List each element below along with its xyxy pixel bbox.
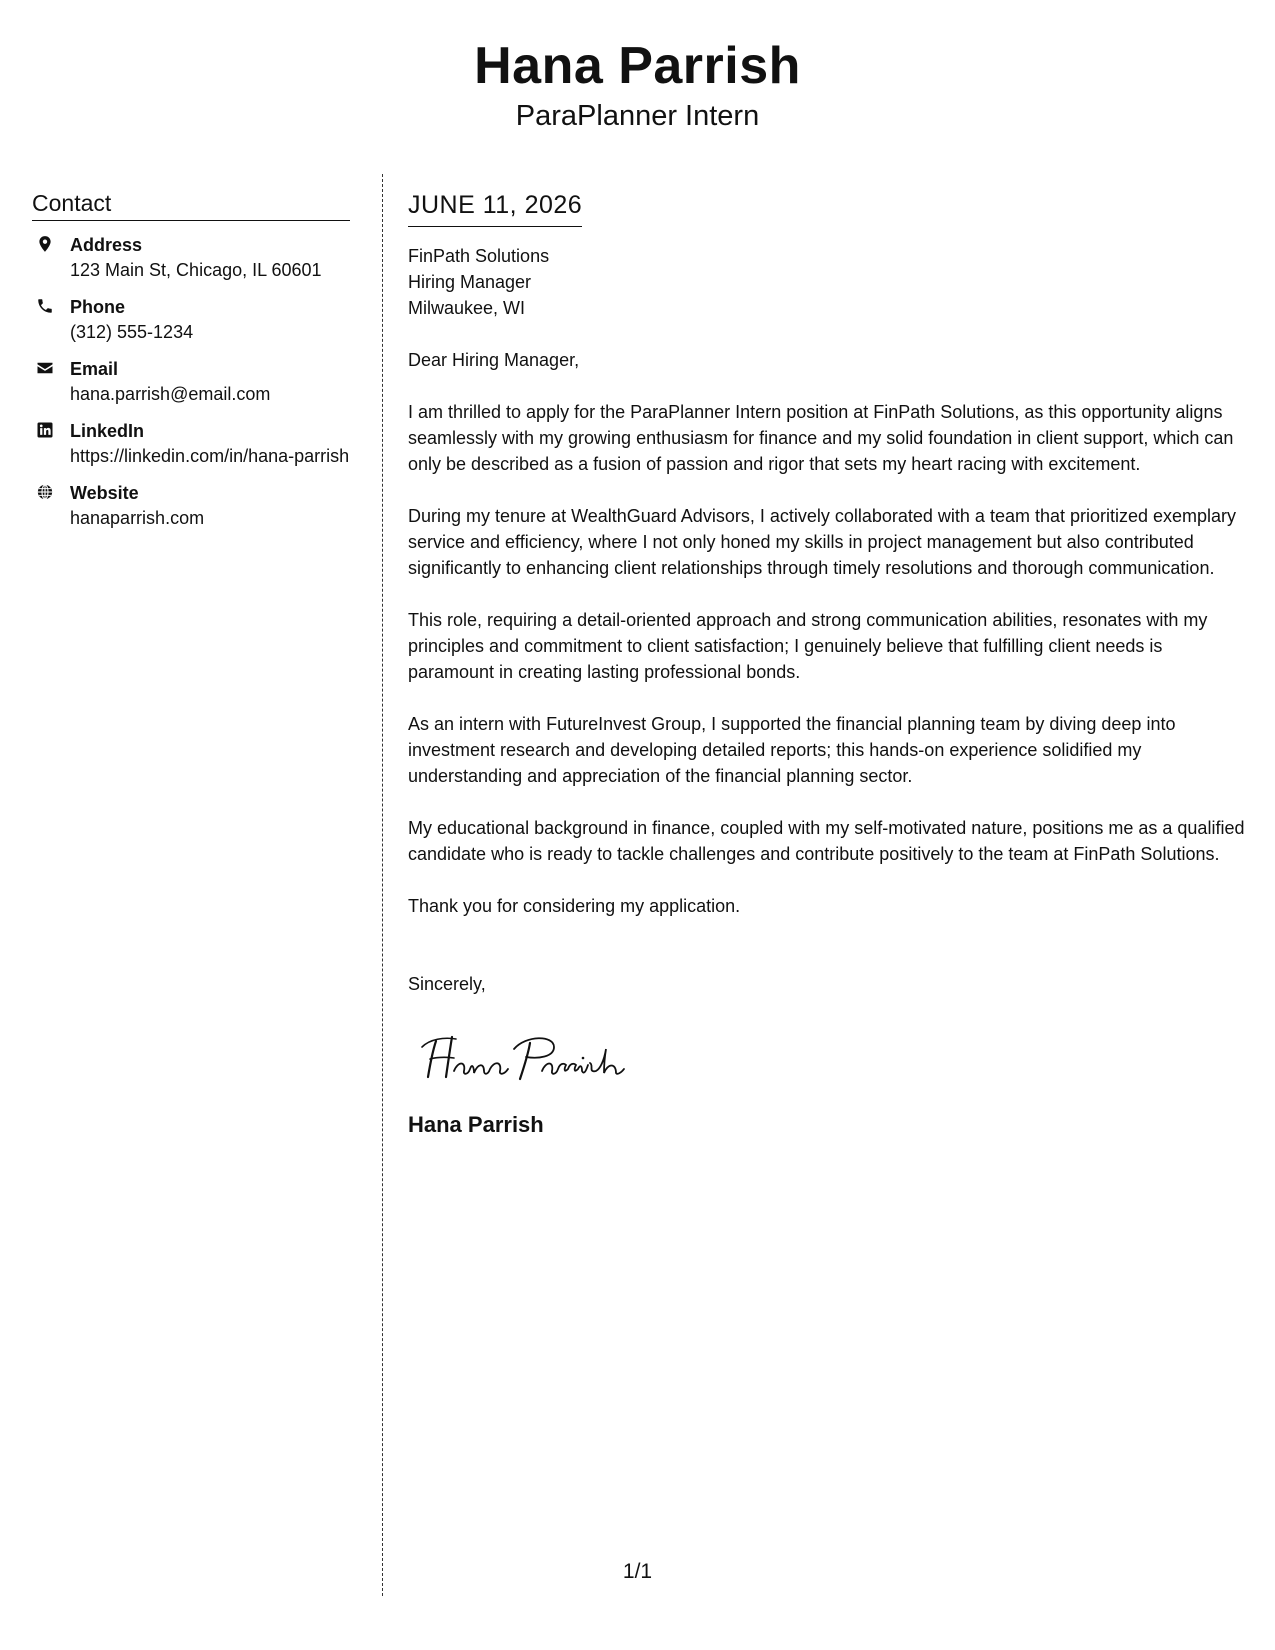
body-paragraph: During my tenure at WealthGuard Advisors, I actively collaborated with a team that prioritized exemplary service and efficiency, where I not only honed my skills in project management but also contributed significantly to enhancing client relationships through timely resolutions and thorough communication. (408, 506, 1237, 578)
applicant-name: Hana Parrish (474, 37, 801, 95)
signer-name: Hana Parrish (408, 1112, 544, 1137)
contact-value: hana.parrish@email.com (70, 384, 271, 404)
contact-label: LinkedIn (70, 421, 145, 441)
globe-icon (36, 483, 54, 501)
recipient-location: Milwaukee, WI (408, 298, 526, 318)
signature-image (418, 1027, 658, 1087)
job-title: ParaPlanner Intern (515, 100, 760, 132)
body-paragraph: This role, requiring a detail-oriented approach and strong communication abilities, resonates with my principles and commitment to client satisfaction; I genuinely believe that fulfilling client needs is paramount in creating lasting professional bonds. (408, 610, 1208, 682)
letter-date: JUNE 11, 2026 (408, 188, 582, 227)
contact-value: (312) 555-1234 (70, 322, 194, 342)
contact-heading: Contact (32, 188, 350, 221)
contact-value: hanaparrish.com (70, 508, 205, 528)
body-paragraph: My educational background in finance, coupled with my self-motivated nature, positions me as a qualified candidate who is ready to tackle challenges and contribute positively to the team at FinPath Solutions. (408, 818, 1245, 864)
letter-body (408, 188, 1250, 1139)
contact-label: Email (70, 359, 119, 379)
contact-value: 123 Main St, Chicago, IL 60601 (70, 260, 322, 280)
contact-label: Address (70, 235, 143, 255)
recipient-block (408, 243, 1250, 321)
body-paragraph: I am thrilled to apply for the ParaPlanner Intern position at FinPath Solutions, as this opportunity aligns seamlessly with my growing enthusiasm for finance and my solid foundation in client support, which can only be described as a fusion of passion and rigor that sets my heart racing with excitement. (408, 402, 1234, 474)
recipient-contact: Hiring Manager (408, 272, 532, 292)
page-number: 1/1 (622, 1560, 653, 1583)
contact-value: https://linkedin.com/in/hana-parrish (70, 446, 350, 466)
recipient-company: FinPath Solutions (408, 246, 550, 266)
contact-item-website (32, 481, 350, 530)
contact-item-email (32, 357, 350, 406)
envelope-icon (36, 359, 54, 377)
body-paragraph: As an intern with FutureInvest Group, I supported the financial planning team by diving deep into investment research and developing detailed reports; this hands-on experience solidified my understanding and appreciation of the financial planning sector. (408, 714, 1176, 786)
handwritten-signature (418, 1027, 1250, 1087)
map-pin-icon (36, 235, 54, 253)
contact-item-phone (32, 295, 350, 344)
linkedin-icon (36, 421, 54, 439)
body-paragraph: Thank you for considering my application. (408, 896, 741, 916)
column-divider (382, 174, 383, 1596)
contact-item-linkedin (32, 419, 350, 468)
salutation: Dear Hiring Manager, (408, 350, 580, 370)
letter-header (0, 34, 1275, 134)
closing: Sincerely, (408, 974, 486, 994)
contact-item-address (32, 233, 350, 282)
contact-label: Phone (70, 297, 126, 317)
phone-icon (36, 297, 54, 315)
contact-sidebar (32, 188, 350, 543)
contact-label: Website (70, 483, 139, 503)
